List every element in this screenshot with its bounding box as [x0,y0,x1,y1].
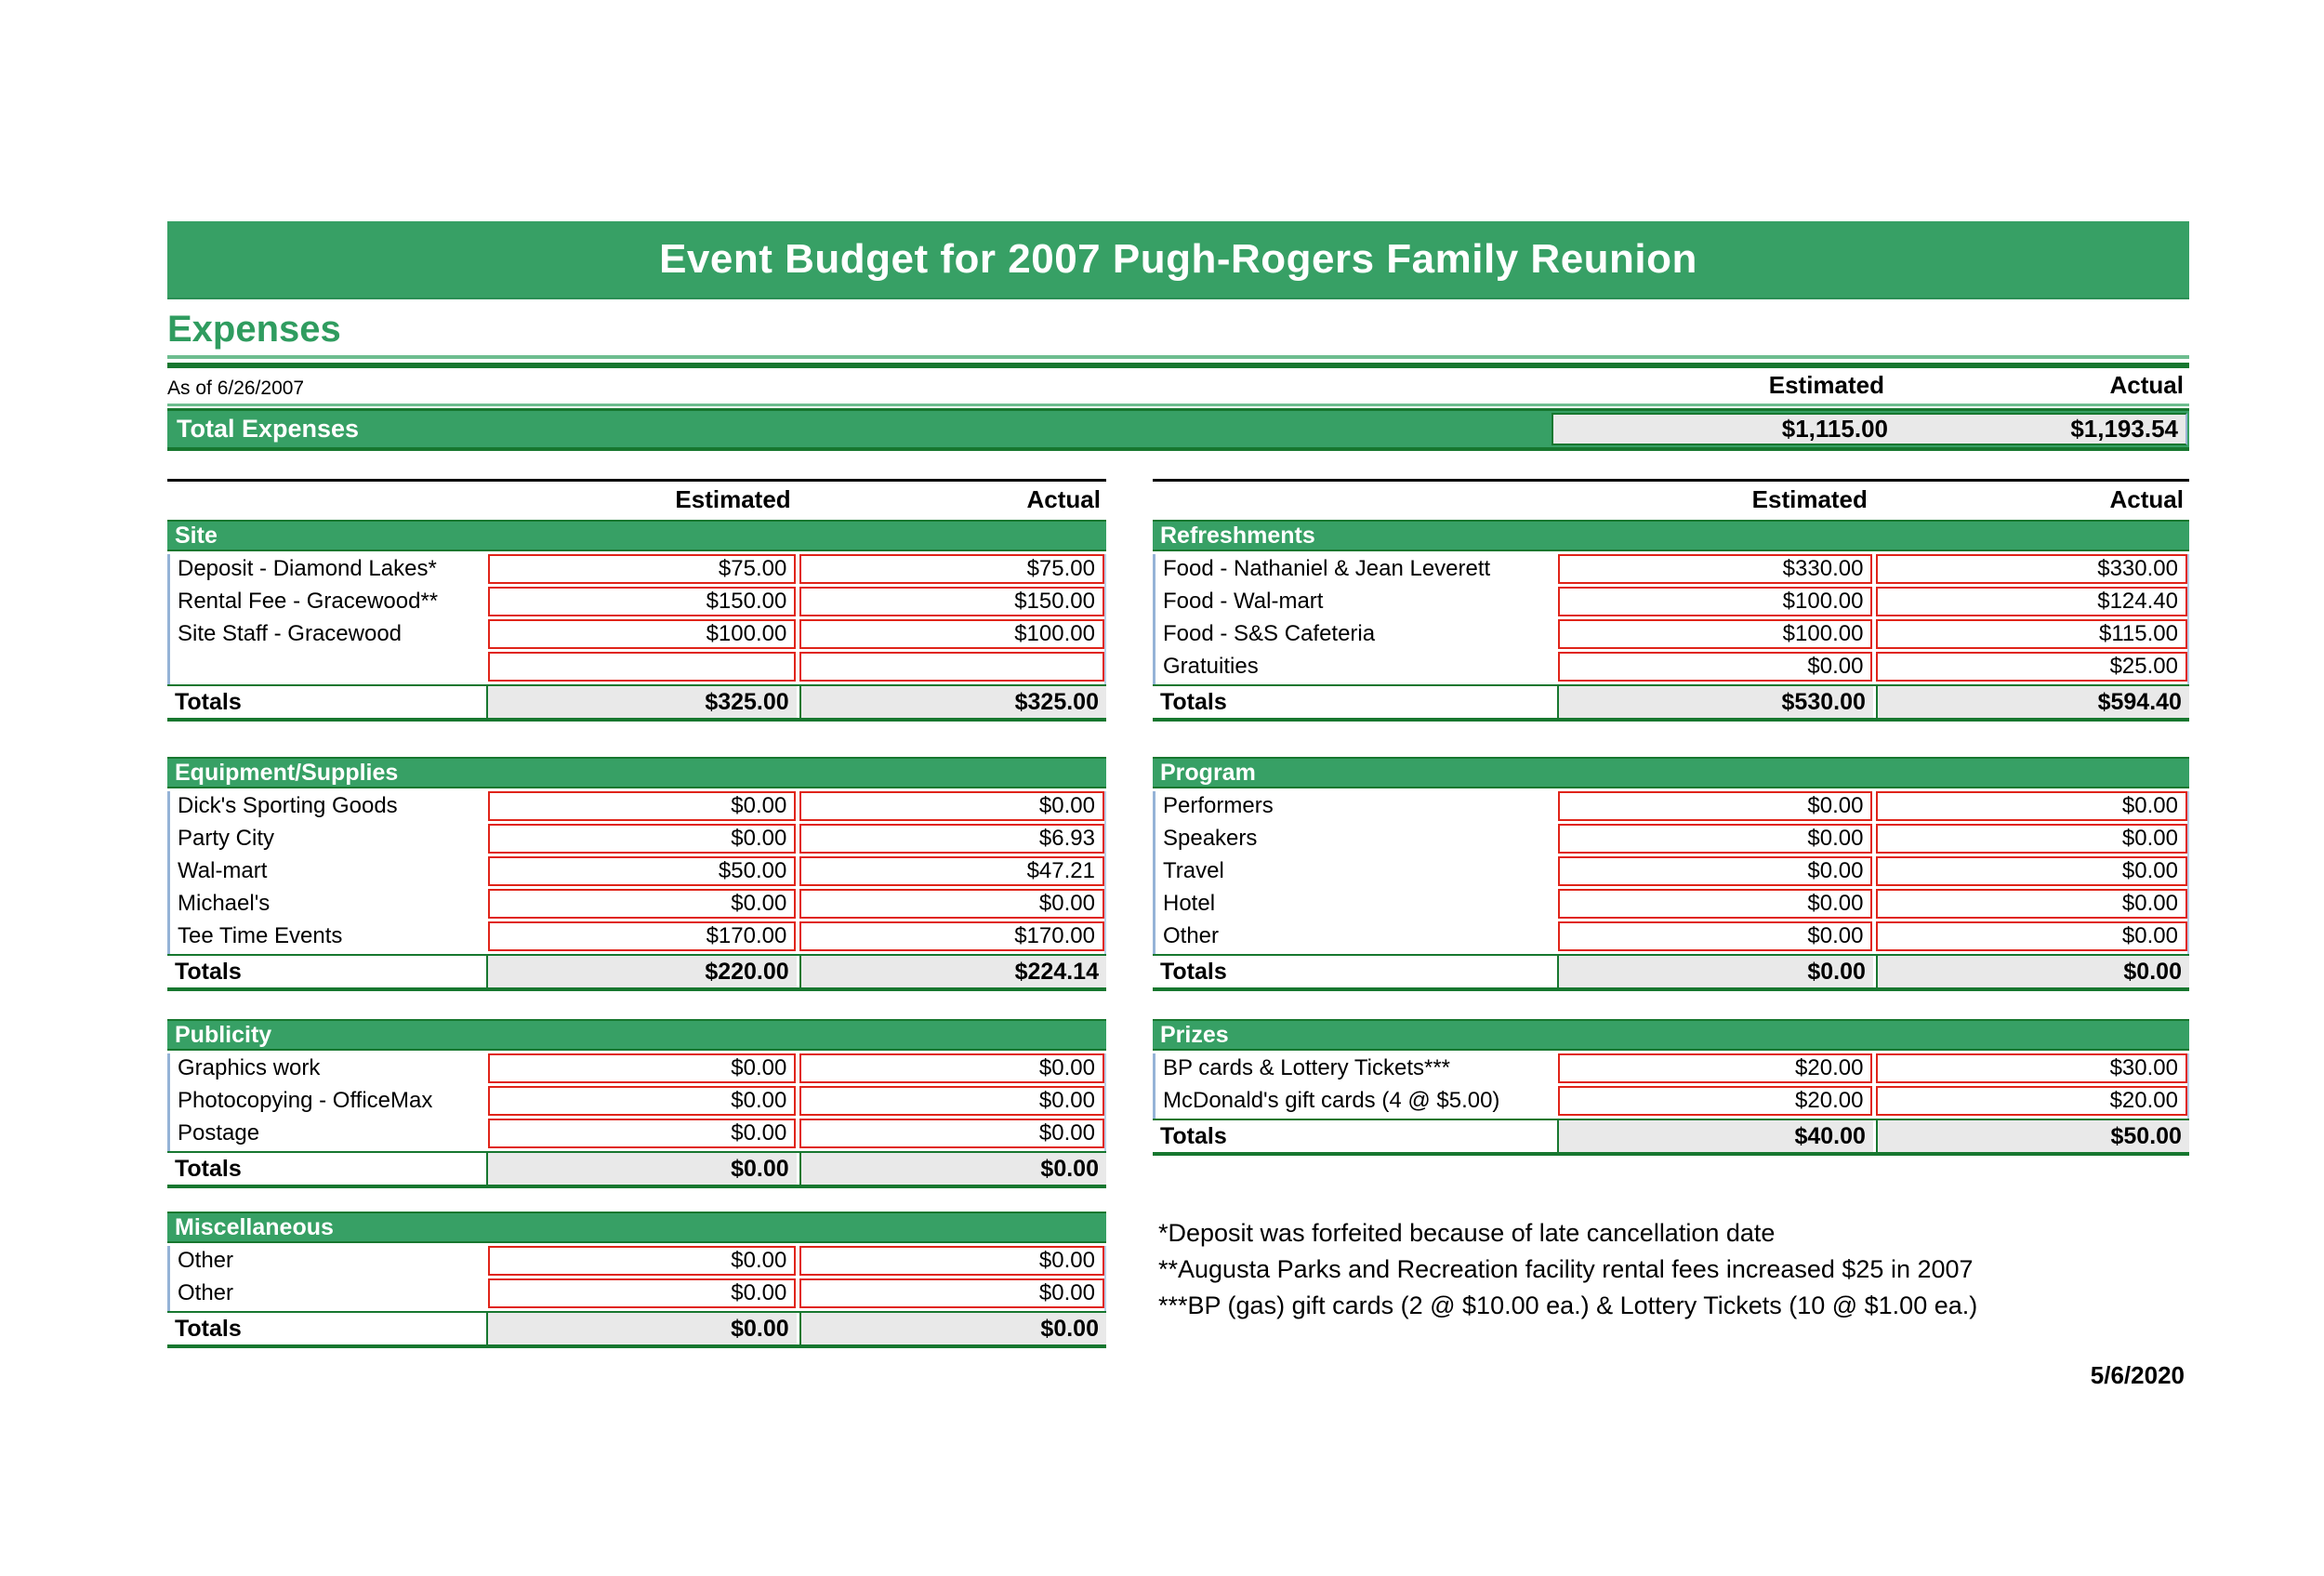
actual-cell: $100.00 [799,619,1104,649]
row-label: Party City [178,826,275,851]
title-banner [167,221,2189,299]
section-rows [1153,791,2189,954]
table-row [1155,587,2187,616]
estimated-cell: $20.00 [1558,1086,1873,1116]
estimated-cell: $150.00 [488,587,797,616]
divider-light [167,355,2189,359]
section-title: Miscellaneous [175,1213,334,1240]
table-row [1155,554,2187,584]
section-title: Refreshments [1160,522,1315,549]
totals-actual-cell: $325.00 [799,686,1106,718]
estimated-cell: $0.00 [488,889,797,919]
column-header-estimated: Estimated [1768,371,1884,399]
estimated-cell: $0.00 [1558,652,1873,682]
estimated-cell: $100.00 [1558,619,1873,649]
section-refreshments [1153,520,2189,722]
right-column [1153,479,2189,1324]
totals-row [1153,684,2189,722]
table-row [170,587,1104,616]
estimated-cell: $20.00 [1558,1053,1873,1083]
totals-estimated-cell: $220.00 [486,956,796,987]
row-label: Graphics work [178,1055,321,1080]
actual-cell [799,652,1104,682]
actual-cell: $170.00 [799,921,1104,951]
totals-label: Totals [1160,688,1227,715]
totals-estimated-cell: $0.00 [486,1153,796,1185]
table-row [170,921,1104,951]
section-equipment-supplies [167,757,1106,991]
table-columns [167,479,2189,1576]
actual-cell: $0.00 [799,889,1104,919]
table-row [170,889,1104,919]
actual-cell: $150.00 [799,587,1104,616]
as-of-row [167,370,2189,400]
table-row [1155,824,2187,854]
group-column-headers [167,479,1106,518]
column-header-estimated: Estimated [1751,485,1868,513]
actual-cell: $75.00 [799,554,1104,584]
section-rows [1153,554,2189,684]
totals-actual-cell: $0.00 [1876,956,2189,987]
totals-row [167,1151,1106,1188]
row-label: Travel [1163,858,1224,883]
estimated-cell: $0.00 [488,1053,797,1083]
row-label: Other [178,1280,234,1305]
estimated-cell: $0.00 [488,1278,797,1308]
divider-light [167,404,2189,406]
section-program [1153,757,2189,991]
totals-estimated-cell: $0.00 [486,1313,796,1344]
section-rows [167,554,1106,684]
row-label: Photocopying - OfficeMax [178,1088,433,1113]
footnote: ***BP (gas) gift cards (2 @ $10.00 ea.) & Lottery Tickets (10 @ $1.00 ea.) [1158,1291,1978,1319]
row-label: Food - S&S Cafeteria [1163,621,1376,646]
section-site [167,520,1106,722]
section-publicity [167,1019,1106,1188]
section-title-bar [1153,520,2189,551]
actual-cell: $124.40 [1876,587,2187,616]
row-label: Hotel [1163,891,1216,916]
column-header-actual: Actual [2109,371,2184,399]
totals-actual-cell: $594.40 [1876,686,2189,718]
table-row [1155,856,2187,886]
section-title: Program [1160,759,1256,786]
section-rows [1153,1053,2189,1119]
total-expenses-bar [167,408,2189,451]
section-title-bar [167,1212,1106,1243]
table-row [1155,1053,2187,1083]
actual-cell: $25.00 [1876,652,2187,682]
row-label: Michael's [178,891,271,916]
estimated-cell: $0.00 [1558,856,1873,886]
row-label: Performers [1163,793,1274,818]
section-title: Prizes [1160,1021,1229,1048]
as-of-date: As of 6/26/2007 [167,377,305,399]
estimated-cell: $0.00 [1558,824,1873,854]
actual-cell: $20.00 [1876,1086,2187,1116]
table-row [1155,921,2187,951]
totals-row [167,954,1106,991]
actual-cell: $0.00 [799,1053,1104,1083]
totals-label: Totals [1160,958,1227,985]
actual-cell: $6.93 [799,824,1104,854]
estimated-cell: $50.00 [488,856,797,886]
total-estimated-cell: $1,115.00 [1781,415,1888,443]
table-row [170,554,1104,584]
section-miscellaneous [167,1212,1106,1348]
totals-label: Totals [1160,1122,1227,1149]
actual-cell: $0.00 [1876,824,2187,854]
divider-dark [167,363,2189,368]
estimated-cell: $330.00 [1558,554,1873,584]
row-label: Postage [178,1120,260,1146]
row-label: Wal-mart [178,858,268,883]
table-row [170,619,1104,649]
totals-estimated-cell: $325.00 [486,686,796,718]
table-row [170,652,1104,682]
column-header-actual: Actual [2109,485,2184,513]
table-row [170,824,1104,854]
section-title-bar [1153,757,2189,788]
table-row [170,1086,1104,1116]
section-title-bar [167,520,1106,551]
totals-row [167,1311,1106,1348]
actual-cell: $47.21 [799,856,1104,886]
table-row [170,1053,1104,1083]
actual-cell: $0.00 [799,1278,1104,1308]
totals-label: Totals [175,1155,242,1182]
totals-estimated-cell: $40.00 [1557,1120,1873,1152]
footnotes [1153,1215,2189,1324]
estimated-cell: $170.00 [488,921,797,951]
table-row [170,1278,1104,1308]
row-label: Gratuities [1163,654,1259,679]
totals-label: Totals [175,688,242,715]
printed-date: 5/6/2020 [2090,1361,2185,1389]
totals-actual-cell: $50.00 [1876,1120,2189,1152]
section-rows [167,1246,1106,1311]
section-title: Equipment/Supplies [175,759,399,786]
row-label: BP cards & Lottery Tickets*** [1163,1055,1451,1080]
estimated-cell: $0.00 [1558,791,1873,821]
totals-row [1153,954,2189,991]
page-title: Event Budget for 2007 Pugh-Rogers Family Reunion [659,236,1697,282]
estimated-cell: $0.00 [488,824,797,854]
table-row [170,856,1104,886]
estimated-cell: $0.00 [1558,921,1873,951]
totals-actual-cell: $224.14 [799,956,1106,987]
document-content [167,221,2189,1576]
total-actual-cell: $1,193.54 [2070,415,2178,443]
total-expenses-values [1552,413,2187,445]
estimated-cell: $0.00 [488,1119,797,1148]
expenses-heading: Expenses [167,309,341,350]
table-row [1155,1086,2187,1116]
totals-label: Totals [175,958,242,985]
estimated-cell: $0.00 [488,1246,797,1276]
estimated-cell: $100.00 [1558,587,1873,616]
totals-estimated-cell: $0.00 [1557,956,1873,987]
totals-row [1153,1119,2189,1156]
table-row [1155,889,2187,919]
estimated-cell: $100.00 [488,619,797,649]
totals-label: Totals [175,1315,242,1342]
table-row [1155,619,2187,649]
section-title-bar [167,757,1106,788]
spacer [167,485,486,514]
total-expenses-label: Total Expenses [177,415,360,443]
row-label: Speakers [1163,826,1258,851]
section-prizes [1153,1019,2189,1156]
table-row [1155,652,2187,682]
row-label: Food - Nathaniel & Jean Leverett [1163,556,1491,581]
row-label: Other [178,1248,234,1273]
row-label: Dick's Sporting Goods [178,793,398,818]
actual-cell: $330.00 [1876,554,2187,584]
actual-cell: $30.00 [1876,1053,2187,1083]
actual-cell: $0.00 [1876,921,2187,951]
totals-row [167,684,1106,722]
estimated-cell: $0.00 [1558,889,1873,919]
row-label: Tee Time Events [178,923,343,948]
totals-actual-cell: $0.00 [799,1313,1106,1344]
totals-actual-cell: $0.00 [799,1153,1106,1185]
spacer [1153,485,1557,514]
estimated-cell [488,652,797,682]
actual-cell: $0.00 [1876,889,2187,919]
estimated-cell: $0.00 [488,1086,797,1116]
estimated-cell: $0.00 [488,791,797,821]
row-label: McDonald's gift cards (4 @ $5.00) [1163,1088,1500,1113]
row-label: Deposit - Diamond Lakes* [178,556,437,581]
actual-cell: $0.00 [1876,856,2187,886]
section-rows [167,791,1106,954]
row-label: Food - Wal-mart [1163,589,1324,614]
table-row [1155,791,2187,821]
section-title-bar [1153,1019,2189,1051]
table-row [170,791,1104,821]
group-column-headers [1153,479,2189,518]
estimated-cell: $75.00 [488,554,797,584]
column-header-estimated: Estimated [675,485,791,513]
actual-cell: $0.00 [799,791,1104,821]
left-column [167,479,1106,1348]
actual-cell: $115.00 [1876,619,2187,649]
actual-cell: $0.00 [799,1119,1104,1148]
actual-cell: $0.00 [799,1086,1104,1116]
actual-cell: $0.00 [799,1246,1104,1276]
row-label: Other [1163,923,1220,948]
row-label: Rental Fee - Gracewood** [178,589,439,614]
footnote: *Deposit was forfeited because of late cancellation date [1158,1219,1776,1247]
totals-estimated-cell: $530.00 [1557,686,1873,718]
table-row [170,1246,1104,1276]
section-rows [167,1053,1106,1151]
footnote: **Augusta Parks and Recreation facility rental fees increased $25 in 2007 [1158,1255,1974,1283]
actual-cell: $0.00 [1876,791,2187,821]
section-title: Site [175,522,218,549]
table-row [170,1119,1104,1148]
column-header-actual: Actual [1026,485,1101,513]
row-label: Site Staff - Gracewood [178,621,403,646]
section-title-bar [167,1019,1106,1051]
row-label [170,652,488,682]
section-title: Publicity [175,1021,272,1048]
